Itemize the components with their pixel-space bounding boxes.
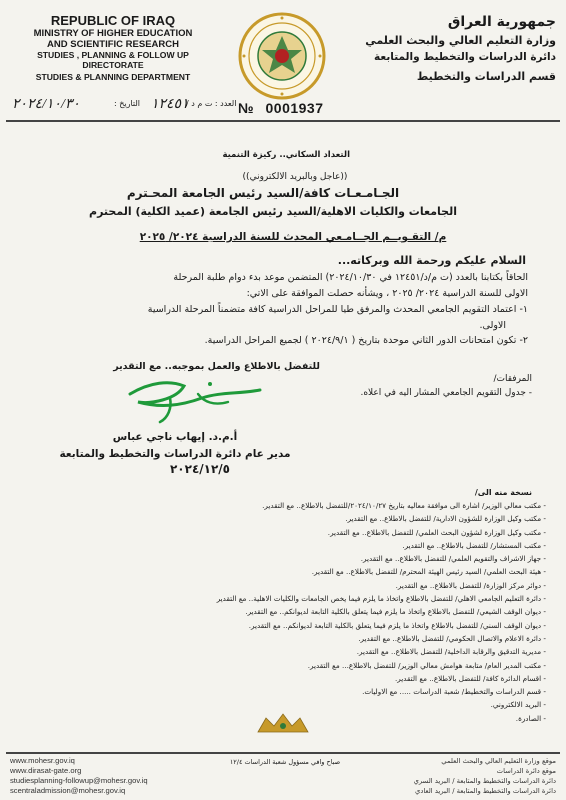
signatory-title: مدير عام دائرة الدراسات والتخطيط والمتابعة xyxy=(59,448,291,460)
copy-item: - ديوان الوقف الشيعي/ للتفضل بالاطلاع واتخاذ ما يلزم فيما يتعلق بالكلية التابعة لديوانكم.. مع التقدير. xyxy=(245,607,546,617)
english-line-2: MINISTRY OF HIGHER EDUCATION xyxy=(33,27,193,39)
english-line-3: AND SCIENTIFIC RESEARCH xyxy=(47,38,179,50)
doc-number-value: 0001937 xyxy=(265,100,324,116)
ministry-seal xyxy=(236,10,328,102)
footer-right xyxy=(336,756,556,796)
header-arabic xyxy=(346,12,556,88)
copy-item: - دوائر مركز الوزارة/ للتفضل بالاطلاع.. مع التقدير. xyxy=(395,580,546,590)
copy-item: - مكتب معالي الوزير/ اشارة الى موافقة معاليه بتاريخ ٢٠٢٤/١٠/٢٧/للتفضل بالاطلاع.. مع التقدير. xyxy=(262,501,546,510)
copy-item: - هيئة البحث العلمي/ السيد رئيس الهيئة المحترم/ للتفضل بالاطلاع.. مع التقدير. xyxy=(311,567,546,577)
reference-line xyxy=(8,96,238,118)
copy-item: - البريد الالكتروني. xyxy=(490,700,546,710)
copy-item: - مكتب وكيل الوزارة لشؤون البحث العلمي/ للتفضل بالاطلاع.. مع التقدير. xyxy=(327,527,546,537)
date-label: التاريخ : xyxy=(114,99,141,108)
copy-item: - قسم الدراسات والتخطيط/ شعبة الدراسات ..... مع الاوليات. xyxy=(362,687,546,697)
copy-item: - مكتب وكيل الوزارة للشؤون الادارية/ للتفضل بالاطلاع.. مع التقدير. xyxy=(345,514,546,524)
copy-item: - جهاز الاشراف والتقويم العلمي/ للتفضل بالاطلاع.. مع التقدير. xyxy=(360,554,546,564)
arabic-line-1: جمهورية العراق xyxy=(447,14,556,30)
copy-item: - مكتب المدير العام/ متابعة هوامش معالي الوزير/ للتفضل بالاطلاع... مع التقدير. xyxy=(307,660,546,670)
urgent-note: ((عاجل وبالبريد الالكتروني)) xyxy=(242,172,348,182)
footer-left xyxy=(10,756,230,796)
greeting: السلام عليكم ورحمة الله وبركاته... xyxy=(337,254,526,267)
arabic-line-4: قسم الدراسات والتخطيط xyxy=(416,70,556,83)
copy-item: - دائرة الاعلام والاتصال الحكومي/ للتفضل بالاطلاع.. مع التقدير. xyxy=(358,633,546,643)
footer-label-regular: دائرة الدراسات والتخطيط والمتابعة / البريد العادي xyxy=(415,787,556,795)
footer-label-secret: دائرة الدراسات والتخطيط والمتابعة / البريد السري xyxy=(413,777,556,785)
signature-date: ٢٠٢٤/١٢/٥ xyxy=(169,462,231,476)
date-value: ٢٠٢٤/١٠/٣٠ xyxy=(12,97,80,112)
recipient-line-1: الجـامـعـات كافة/السيد رئيس الجامعة المحـترم xyxy=(126,186,400,200)
paragraph-2: الاولى للسنة الدراسية ٢٠٢٤/ ٢٠٢٥ ، ويشأنه حصلت الموافقة على الاتي: xyxy=(246,288,528,299)
english-line-5: STUDIES & PLANNING DEPARTMENT xyxy=(35,71,191,82)
copies-label: نسخة منه الى/ xyxy=(474,488,532,497)
attachments-item: - جدول التقويم الجامعي المشار اليه في اعلاه. xyxy=(360,388,532,398)
recipient-line-2: الجامعات والكليات الاهلية/السيد رئيس الجامعة (عميد الكلية) المحترم xyxy=(89,205,457,218)
closing-line: للتفضل بالاطلاع والعمل بموجبه.. مع التقدير xyxy=(113,361,320,372)
subject-line: م/ التقـويــم الجــامـعي المحدث للسنة الدراسية ٢٠٢٤/ ٢٠٢٥ xyxy=(139,231,447,243)
item-1a: ١- اعتماد التقويم الجامعي المحدث والمرفق طيا للمراحل الدراسية كافة متضمناً المرحلة الدراسية xyxy=(147,304,528,315)
clerk-note: صباح وافي مسؤول شعبة الدراسات ١٢/٤ xyxy=(229,758,341,766)
header-english xyxy=(8,14,218,82)
signatory-name: أ.م.د. إيهاب ناجي عباس xyxy=(112,431,238,443)
footer-label-dirasat: موقع دائرة الدراسات xyxy=(496,767,556,775)
footer-email-regular[interactable]: scentraladmission@mohesr.gov.iq xyxy=(10,786,126,795)
footer-link-ministry[interactable]: www.mohesr.gov.iq xyxy=(10,756,75,765)
english-line-1: REPUBLIC OF IRAQ xyxy=(50,13,176,28)
arabic-line-2: وزارة التعليم العالي والبحث العلمي xyxy=(365,34,556,47)
ref-label: العدد : ت م د / xyxy=(186,99,237,108)
footer-email-secret[interactable]: studiesplanning-followup@mohesr.gov.iq xyxy=(10,776,148,785)
copy-item: - مديرية التدقيق والرقابة الداخلية/ للتفضل بالاطلاع.. مع التقدير. xyxy=(356,647,546,657)
copy-item: - اقسام الدائرة كافة/ للتفضل بالاطلاع.. مع التقدير. xyxy=(395,673,546,683)
english-line-4: STUDIES , PLANNING & FOLLOW UP DIRECTORATE xyxy=(37,49,189,70)
bottom-emblem xyxy=(254,712,312,736)
copy-item: - دائرة التعليم الجامعي الاهلي/ للتفضل بالاطلاع واتخاذ ما يلزم فيما يخص الجامعات والكليات الاهلية.. مع التقدير xyxy=(216,594,546,604)
arabic-line-3: دائرة الدراسات والتخطيط والمتابعة xyxy=(374,51,556,63)
handwritten-signature xyxy=(110,372,270,432)
ref-value: ١٢٤٥١ xyxy=(151,97,189,112)
item-1b: الاولى. xyxy=(479,320,506,331)
item-2: ٢- تكون امتحانات الدور الثاني موحدة بتاريخ ( ٢٠٢٤/٩/١ ) لجميع المراحل الدراسية. xyxy=(204,335,528,346)
attachments-label: المرفقات/ xyxy=(493,374,532,384)
footer-link-dirasat[interactable]: www.dirasat-gate.org xyxy=(10,766,82,775)
doc-number-label: № xyxy=(238,100,254,116)
footer-label-ministry: موقع وزارة التعليم العالي والبحث العلمي xyxy=(441,757,556,765)
copy-item: - ديوان الوقف السني/ للتفضل بالاطلاع واتخاذ ما يلزم فيما يتعلق بالكلية التابعة لديوانكم.. مع التقدير. xyxy=(248,620,546,630)
header-divider xyxy=(6,120,560,122)
paragraph-1: الحاقاً بكتابنا بالعدد (ت م/د/١٢٤٥١ في ٢٠٢٤/١٠/٣٠) المتضمن موعد بدء دوام طلبة المرحلة xyxy=(173,272,528,283)
doc-number xyxy=(238,100,324,116)
footer-divider xyxy=(6,752,560,754)
copy-item: - الصادرة. xyxy=(515,713,546,723)
copy-item: - مكتب المستشار/ للتفضل بالاطلاع.. مع التقدير. xyxy=(402,540,546,550)
section-label: التعداد السكاني.. ركيزة التنمية xyxy=(222,150,350,160)
copies-list xyxy=(6,499,546,725)
